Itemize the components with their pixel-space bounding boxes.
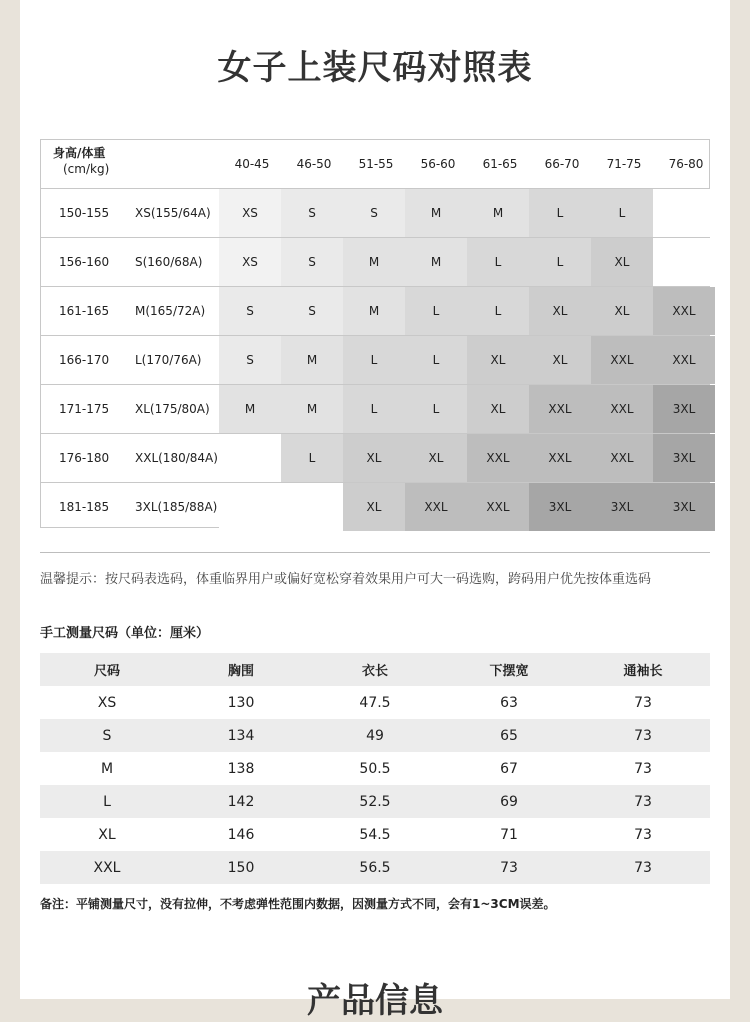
table-cell: M: [100, 760, 114, 777]
height-range: 171-175: [59, 402, 110, 416]
table-row: [40, 851, 710, 884]
size-cell: M: [343, 238, 405, 286]
note-text: 备注：平铺测量尺寸，没有拉伸，不考虑弹性范围内数据，因测量方式不同，会有1~3CM误差。: [40, 897, 556, 911]
size-cell: XL: [591, 238, 653, 286]
size-cell: L: [591, 189, 653, 237]
table-cell: 52.5: [359, 793, 391, 810]
size-cell: XXL: [653, 287, 715, 335]
size-cell: XXL: [467, 434, 529, 482]
size-cell: [219, 434, 281, 482]
size-cell: XXL: [405, 483, 467, 531]
weight-column-header: 71-75: [606, 157, 642, 171]
table-cell: 146: [227, 826, 255, 843]
table-cell: XS: [97, 694, 117, 711]
size-code: 3XL(185/88A): [135, 500, 218, 514]
size-cell: M: [405, 189, 467, 237]
size-cell: XL: [467, 336, 529, 384]
size-code: XS(155/64A): [135, 206, 211, 220]
column-header: 下摆宽: [489, 664, 529, 679]
size-row: [41, 384, 709, 433]
size-cell: L: [529, 189, 591, 237]
size-cell: L: [281, 434, 343, 482]
size-cell: XL: [405, 434, 467, 482]
size-cell: XXL: [591, 434, 653, 482]
size-cell: XL: [343, 483, 405, 531]
size-cell: L: [343, 336, 405, 384]
size-cell: XL: [529, 287, 591, 335]
tip-text: 温馨提示：按尺码表选码，体重临界用户或偏好宽松穿着效果用户可大一码选购，跨码用户优先按体重选码: [40, 572, 652, 587]
size-cell: L: [467, 238, 529, 286]
size-cell: XS: [219, 189, 281, 237]
table-row: [40, 686, 710, 719]
size-cell: M: [219, 385, 281, 433]
weight-column-header: 46-50: [296, 157, 332, 171]
table-cell: L: [103, 793, 111, 810]
size-code: M(165/72A): [135, 304, 206, 318]
table-cell: 130: [227, 694, 255, 711]
size-cell: L: [405, 287, 467, 335]
table-cell: 73: [634, 727, 652, 744]
size-cell: L: [529, 238, 591, 286]
grid-header-label: [53, 145, 109, 177]
size-code: S(160/68A): [135, 255, 203, 269]
weight-column-header: 51-55: [358, 157, 394, 171]
size-cell: XXL: [591, 336, 653, 384]
table-cell: 73: [500, 859, 518, 876]
height-range: 156-160: [59, 255, 110, 269]
measurement-table: [40, 653, 710, 884]
size-cell: S: [281, 238, 343, 286]
size-cell: 3XL: [653, 434, 715, 482]
size-cell: XXL: [529, 434, 591, 482]
page-title: 女子上装尺码对照表: [217, 48, 533, 88]
table-cell: 150: [227, 859, 255, 876]
height-range: 150-155: [59, 206, 110, 220]
size-row: [41, 335, 709, 384]
table-cell: 71: [500, 826, 518, 843]
unit-label: (cm/kg): [63, 162, 110, 176]
table-cell: 67: [500, 760, 518, 777]
size-cell: 3XL: [529, 483, 591, 531]
weight-column-header: 61-65: [482, 157, 518, 171]
size-row: [41, 286, 709, 335]
size-cell: S: [219, 336, 281, 384]
size-cell: XXL: [591, 385, 653, 433]
table-cell: 49: [366, 727, 384, 744]
table-row: [40, 818, 710, 851]
size-cell: XXL: [467, 483, 529, 531]
size-cell: M: [343, 287, 405, 335]
size-cell: 3XL: [653, 385, 715, 433]
divider: [40, 552, 710, 553]
table-cell: 134: [227, 727, 255, 744]
product-info-title: 产品信息: [307, 981, 443, 1021]
size-cell: [653, 238, 715, 286]
size-cell: L: [343, 385, 405, 433]
size-cell: XXL: [529, 385, 591, 433]
table-cell: 138: [227, 760, 255, 777]
size-row: [41, 237, 709, 286]
table-cell: XL: [98, 826, 116, 843]
table-cell: 73: [634, 760, 652, 777]
size-cell: M: [281, 336, 343, 384]
size-code: XL(175/80A): [135, 402, 210, 416]
height-range: 176-180: [59, 451, 110, 465]
size-cell: L: [405, 336, 467, 384]
table-row: [40, 785, 710, 818]
size-cell: L: [405, 385, 467, 433]
size-cell: L: [467, 287, 529, 335]
size-code: L(170/76A): [135, 353, 202, 367]
size-cell: [653, 189, 715, 237]
table-cell: 73: [634, 826, 652, 843]
table-cell: 69: [500, 793, 518, 810]
size-cell: S: [281, 189, 343, 237]
size-cell: XL: [529, 336, 591, 384]
table-header-row: [40, 653, 710, 686]
size-cell: [281, 483, 343, 531]
size-cell: [219, 483, 281, 531]
height-range: 161-165: [59, 304, 110, 318]
height-range: 181-185: [59, 500, 110, 514]
table-cell: XXL: [93, 859, 121, 876]
table-cell: 142: [227, 793, 255, 810]
size-cell: 3XL: [591, 483, 653, 531]
table-cell: 65: [500, 727, 518, 744]
size-cell: XXL: [653, 336, 715, 384]
size-cell: XS: [219, 238, 281, 286]
table-cell: 56.5: [359, 859, 391, 876]
weight-column-header: 40-45: [234, 157, 270, 171]
weight-column-header: 76-80: [668, 157, 704, 171]
size-cell: XL: [343, 434, 405, 482]
size-cell: 3XL: [653, 483, 715, 531]
height-weight-label: 身高/体重: [53, 146, 106, 160]
column-header: 尺码: [93, 664, 120, 679]
size-cell: S: [343, 189, 405, 237]
size-chart-grid: [40, 139, 710, 528]
table-row: [40, 719, 710, 752]
measure-section-title: 手工测量尺码（单位：厘米）: [40, 626, 210, 641]
size-row: [41, 188, 709, 237]
height-range: 166-170: [59, 353, 110, 367]
table-cell: S: [102, 727, 112, 744]
table-cell: 54.5: [359, 826, 391, 843]
table-cell: 73: [634, 694, 652, 711]
table-cell: 73: [634, 859, 652, 876]
size-row: [41, 482, 709, 531]
table-cell: 73: [634, 793, 652, 810]
table-row: [40, 752, 710, 785]
table-cell: 47.5: [359, 694, 391, 711]
weight-column-header: 66-70: [544, 157, 580, 171]
column-header: 衣长: [361, 664, 388, 679]
size-cell: XL: [467, 385, 529, 433]
size-row: [41, 433, 709, 482]
column-header: 胸围: [227, 664, 254, 679]
column-header: 通袖长: [623, 664, 663, 679]
size-cell: S: [281, 287, 343, 335]
weight-column-header: 56-60: [420, 157, 456, 171]
size-cell: M: [467, 189, 529, 237]
size-code: XXL(180/84A): [135, 451, 218, 465]
size-cell: XL: [591, 287, 653, 335]
table-cell: 50.5: [359, 760, 391, 777]
table-cell: 63: [500, 694, 518, 711]
size-cell: M: [281, 385, 343, 433]
size-cell: M: [405, 238, 467, 286]
size-cell: S: [219, 287, 281, 335]
